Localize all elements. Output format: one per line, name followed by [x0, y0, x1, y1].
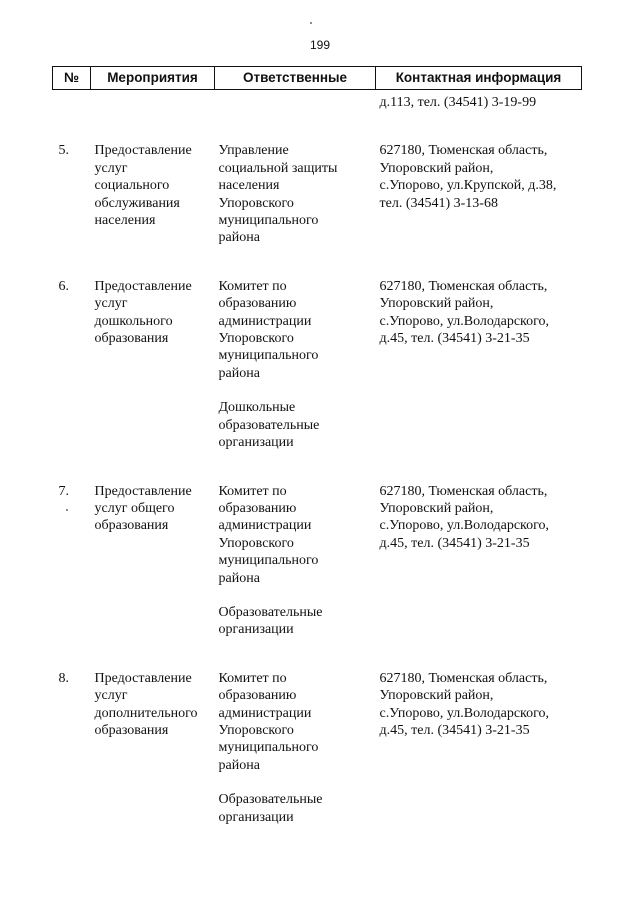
block-gap: [219, 587, 372, 604]
contact-line: 627180, Тюменская область,: [379, 278, 548, 294]
num-cell: 8.: [58, 670, 69, 686]
responsible-line: Упоровского: [218, 195, 294, 211]
scan-speck: [310, 22, 312, 24]
table-row: [53, 639, 582, 826]
num-cell: 7.: [58, 483, 69, 499]
num-cell: 6.: [58, 278, 69, 294]
responsible-cell: [215, 639, 376, 826]
contact-line: с.Упорово, ул.Володарского,: [379, 518, 550, 534]
header-responsible: Ответственные: [215, 67, 376, 90]
contact-line: Упоровский район,: [379, 688, 494, 704]
table-row: [53, 452, 582, 639]
contact-cell: [376, 452, 582, 639]
responsible-line: Комитет по: [218, 670, 287, 686]
event-line: Предоставление: [94, 670, 192, 686]
events-table: [52, 66, 582, 826]
event-line: населения: [94, 213, 156, 229]
contact-line: с.Упорово, ул.Крупской, д.38,: [379, 178, 557, 194]
event-line: услуг общего: [94, 500, 175, 516]
contact-line: Упоровский район,: [379, 160, 494, 176]
responsible-line: образовательные: [218, 417, 320, 433]
responsible-line: образованию: [218, 500, 297, 516]
table-row: [53, 111, 582, 246]
responsible-line: муниципального: [218, 553, 319, 569]
event-line: Предоставление: [94, 143, 192, 159]
responsible-line: муниципального: [218, 740, 319, 756]
contact-line: д.45, тел. (34541) 3-21-35: [379, 331, 530, 347]
block-gap: [219, 382, 372, 399]
contact-cell: д.113, тел. (34541) 3-19-99: [379, 95, 537, 110]
contact-cell: [376, 111, 582, 246]
responsible-line: администрации: [218, 705, 312, 721]
responsible-line: организации: [218, 435, 294, 451]
contact-line: 627180, Тюменская область,: [379, 483, 548, 499]
responsible-line: Комитет по: [218, 278, 287, 294]
responsible-line: муниципального: [218, 348, 319, 364]
responsible-line: администрации: [218, 313, 312, 329]
responsible-line: Образовательные: [218, 792, 323, 808]
event-line: Предоставление: [94, 278, 192, 294]
responsible-line: социальной защиты: [218, 160, 338, 176]
contact-line: 627180, Тюменская область,: [379, 143, 548, 159]
contact-line: д.45, тел. (34541) 3-21-35: [379, 535, 530, 551]
responsible-line: населения: [218, 178, 280, 194]
table-header-row: [53, 67, 582, 90]
responsible-line: муниципального: [218, 213, 319, 229]
responsible-cell: [215, 452, 376, 639]
responsible-cell: [215, 90, 376, 112]
num-cell: [53, 90, 91, 112]
responsible-line: района: [218, 570, 260, 586]
responsible-line: района: [218, 365, 260, 381]
event-line: услуг: [94, 296, 128, 312]
event-line: Предоставление: [94, 483, 192, 499]
event-line: образования: [94, 331, 169, 347]
table-row: [53, 90, 582, 112]
responsible-line: Управление: [218, 143, 289, 159]
responsible-line: администрации: [218, 518, 312, 534]
responsible-line: Комитет по: [218, 483, 287, 499]
responsible-line: Упоровского: [218, 722, 294, 738]
event-line: услуг: [94, 688, 128, 704]
responsible-cell: [215, 247, 376, 452]
responsible-line: образованию: [218, 296, 297, 312]
event-cell: [91, 90, 215, 112]
event-line: услуг: [94, 160, 128, 176]
contact-line: с.Упорово, ул.Володарского,: [379, 313, 550, 329]
responsible-line: Дошкольные: [218, 400, 296, 416]
event-cell: [91, 247, 215, 452]
responsible-line: Упоровского: [218, 331, 294, 347]
event-cell: [91, 452, 215, 639]
responsible-line: организации: [218, 809, 294, 825]
contact-line: Упоровский район,: [379, 500, 494, 516]
contact-cell: [376, 639, 582, 826]
event-line: образования: [94, 518, 169, 534]
event-cell: [91, 111, 215, 246]
responsible-line: образованию: [218, 688, 297, 704]
contact-line: д.45, тел. (34541) 3-21-35: [379, 722, 530, 738]
event-line: социального: [94, 178, 170, 194]
event-cell: [91, 639, 215, 826]
header-number: №: [53, 67, 91, 90]
event-line: дополнительного: [94, 705, 198, 721]
num-cell: 5.: [58, 143, 69, 159]
block-gap: [219, 774, 372, 791]
page-number: 199: [309, 38, 331, 52]
responsible-cell: [215, 111, 376, 246]
event-line: образования: [94, 722, 169, 738]
event-line: дошкольного: [94, 313, 173, 329]
header-events: Мероприятия: [91, 67, 215, 90]
header-contacts: Контактная информация: [376, 67, 582, 90]
responsible-line: Образовательные: [218, 604, 323, 620]
contact-line: тел. (34541) 3-13-68: [379, 195, 498, 211]
responsible-line: района: [218, 230, 260, 246]
table-row: [53, 247, 582, 452]
responsible-line: организации: [218, 622, 294, 638]
contact-line: с.Упорово, ул.Володарского,: [379, 705, 550, 721]
contact-line: 627180, Тюменская область,: [379, 670, 548, 686]
contact-line: Упоровский район,: [379, 296, 494, 312]
contact-cell: [376, 247, 582, 452]
responsible-line: Упоровского: [218, 535, 294, 551]
event-line: обслуживания: [94, 195, 180, 211]
responsible-line: района: [218, 757, 260, 773]
